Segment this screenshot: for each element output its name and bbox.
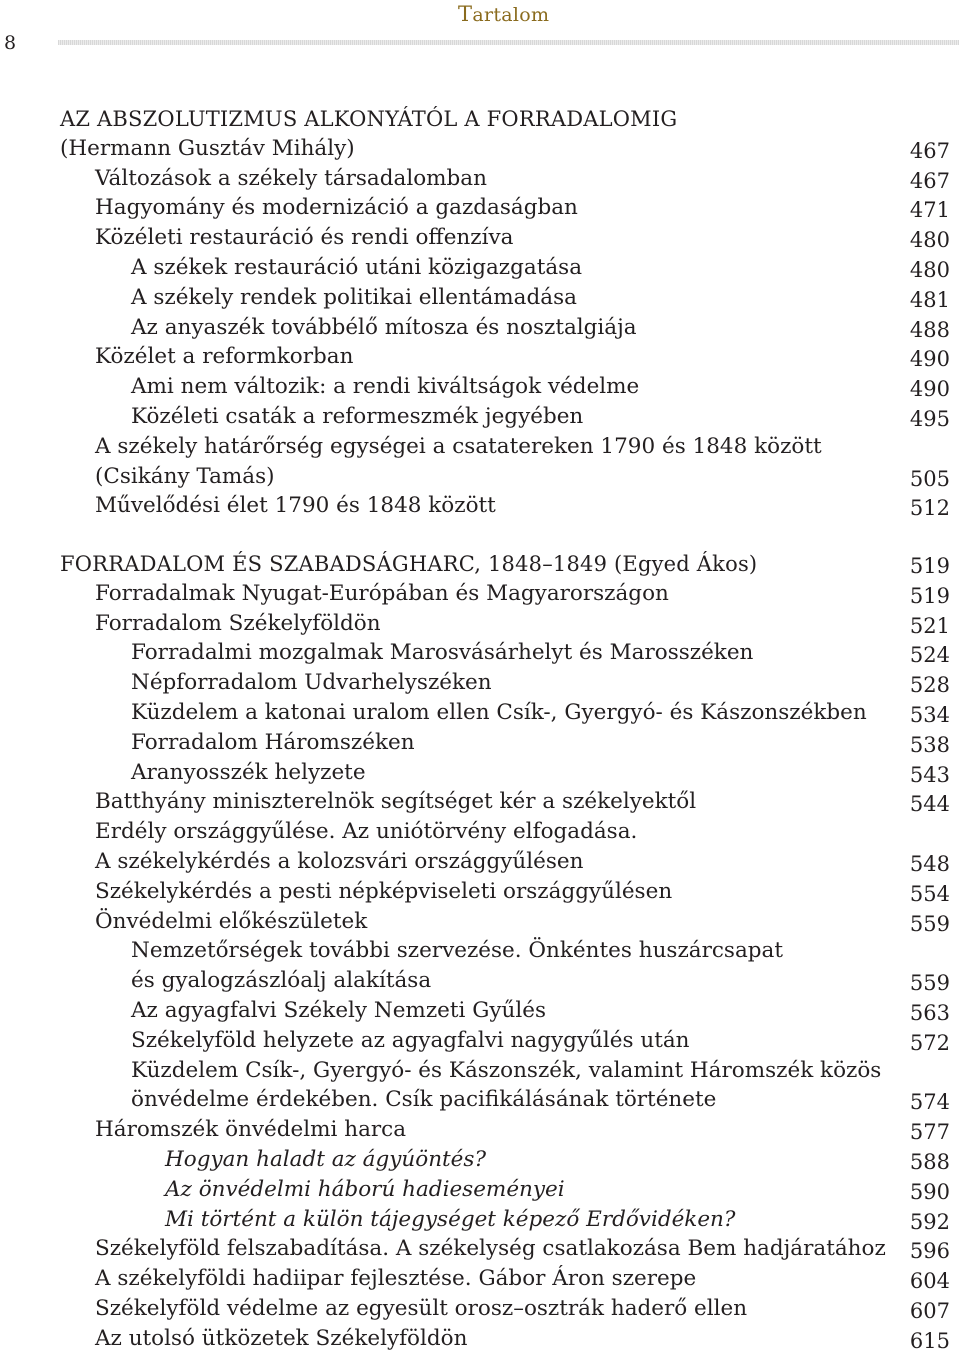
toc-entry-title: Változások a székely társadalomban: [95, 166, 487, 191]
toc-entry-page: 548: [909, 852, 950, 876]
toc-entry: [0, 817, 960, 847]
toc-entry-title: Művelődési élet 1790 és 1848 között: [95, 493, 496, 518]
toc-entry: [0, 1056, 960, 1086]
toc-entry: [0, 728, 960, 758]
toc-entry-page: 519: [909, 584, 950, 608]
header-rule: [58, 40, 959, 45]
page-number: 8: [4, 32, 17, 54]
toc-entry: [0, 1026, 960, 1056]
toc-entry-page: 607: [909, 1299, 950, 1323]
toc-entry: [0, 1234, 960, 1264]
toc-entry: [0, 787, 960, 817]
toc-entry: [0, 164, 960, 194]
toc-entry: [0, 1115, 960, 1145]
toc-entry-page: 490: [909, 377, 950, 401]
toc-entry-title: Népforradalom Udvarhelyszéken: [131, 670, 492, 695]
toc-entry-title: Küzdelem a katonai uralom ellen Csík-, Gyergyó- és Kászonszékben: [131, 700, 867, 725]
toc-entry-title: Erdély országgyűlése. Az uniótörvény elfogadása.: [95, 819, 638, 844]
toc-entry: [0, 372, 960, 402]
toc-entry-page: 521: [909, 614, 950, 638]
toc-entry-page: 528: [909, 673, 950, 697]
toc-entry: [0, 877, 960, 907]
toc-entry-page: 559: [909, 912, 950, 936]
toc-entry-title: Közélet a reformkorban: [95, 344, 354, 369]
toc-entry: [0, 579, 960, 609]
toc-entry-title: Önvédelmi előkészületek: [95, 909, 368, 934]
toc-entry-title: Az agyagfalvi Székely Nemzeti Gyűlés: [131, 998, 547, 1023]
toc-entry-page: 467: [909, 169, 950, 193]
toc-entry-page: 538: [909, 733, 950, 757]
toc-entry-page: 495: [909, 407, 950, 431]
toc-entry-title: és gyalogzászlóalj alakítása: [131, 968, 432, 993]
toc-entry-page: 505: [909, 467, 950, 491]
toc-entry-title: Közéleti csaták a reformeszmék jegyében: [131, 404, 584, 429]
toc-entry-page: 471: [909, 198, 950, 222]
toc-entry: [0, 193, 960, 223]
running-head-initial: T: [458, 2, 473, 26]
toc-entry-title: Forradalmak Nyugat-Európában és Magyarországon: [95, 581, 669, 606]
toc-entry-title: Háromszék önvédelmi harca: [95, 1117, 407, 1142]
toc-entry: [0, 996, 960, 1026]
toc-entry-title: A székely határőrség egységei a csatatereken 1790 és 1848 között: [95, 434, 822, 459]
toc-entry-title: Hogyan haladt az ágyúöntés?: [165, 1147, 486, 1172]
toc-entry: [0, 668, 960, 698]
toc-entry-title: AZ ABSZOLUTIZMUS ALKONYÁTÓL A FORRADALOMIG: [60, 107, 678, 131]
toc-entry-page: 490: [909, 347, 950, 371]
toc-entry-page: 572: [909, 1031, 950, 1055]
toc-entry-title: Mi történt a külön tájegységet képező Erdővidéken?: [165, 1207, 736, 1232]
toc-entry-title: Küzdelem Csík-, Gyergyó- és Kászonszék, valamint Háromszék közös: [131, 1058, 882, 1083]
toc-entry: [0, 432, 960, 462]
toc-entry: [0, 549, 960, 579]
toc-entry-page: 543: [909, 763, 950, 787]
toc-entry-page: 596: [909, 1239, 950, 1263]
toc-entry-page: 577: [909, 1120, 950, 1144]
toc-entry: [0, 936, 960, 966]
toc-entry: [0, 847, 960, 877]
toc-entry: [0, 698, 960, 728]
toc-entry-page: 512: [909, 496, 950, 520]
toc-entry-title: Az önvédelmi háború hadieseményei: [165, 1177, 565, 1202]
toc-entry: [0, 134, 960, 164]
toc-entry-title: A székek restauráció utáni közigazgatása: [131, 255, 583, 280]
toc-entry-title: (Hermann Gusztáv Mihály): [60, 136, 355, 161]
toc-entry-page: 481: [909, 288, 950, 312]
toc-entry: [0, 1264, 960, 1294]
toc-entry-title: Forradalom Székelyföldön: [95, 611, 381, 636]
toc-entry-page: 519: [909, 554, 950, 578]
toc-entry: [0, 1324, 960, 1354]
toc-entry-page: 592: [909, 1210, 950, 1234]
toc-entry-page: 615: [909, 1329, 950, 1353]
toc-entry-title: Székelykérdés a pesti népképviseleti országgyűlésen: [95, 879, 673, 904]
running-head-rest: artalom: [472, 4, 550, 26]
toc-entry: [0, 402, 960, 432]
running-head: [458, 2, 549, 26]
toc-entry: [0, 907, 960, 937]
toc-entry-title: Székelyföld felszabadítása. A székelység csatlakozása Bem hadjáratához: [95, 1236, 886, 1261]
toc-entry: [0, 491, 960, 521]
toc-entry-page: 534: [909, 703, 950, 727]
toc-entry-title: Székelyföld helyzete az agyagfalvi nagygyűlés után: [131, 1028, 690, 1053]
toc-entry-title: Ami nem változik: a rendi kiváltságok védelme: [131, 374, 640, 399]
toc-entry: [0, 1175, 960, 1205]
toc-entry: [0, 313, 960, 343]
toc-entry: [0, 342, 960, 372]
toc-entry-page: 588: [909, 1150, 950, 1174]
toc-entry: [0, 253, 960, 283]
toc-entry-title: Nemzetőrségek további szervezése. Önkéntes huszárcsapat: [131, 938, 784, 963]
toc-entry-title: Székelyföld védelme az egyesült orosz–osztrák haderő ellen: [95, 1296, 748, 1321]
toc-entry-title: A székelykérdés a kolozsvári országgyűlésen: [95, 849, 584, 874]
toc-entry-page: 590: [909, 1180, 950, 1204]
toc-entry-title: Forradalmi mozgalmak Marosvásárhelyt és Marosszéken: [131, 640, 754, 665]
toc-entry-title: A székely rendek politikai ellentámadása: [131, 285, 577, 310]
toc-entry-page: 604: [909, 1269, 950, 1293]
toc-entry-page: 574: [909, 1090, 950, 1114]
toc-entry-title: FORRADALOM ÉS SZABADSÁGHARC, 1848–1849 (Egyed Ákos): [60, 552, 758, 576]
toc-entry: [0, 1294, 960, 1324]
toc-entry: [0, 462, 960, 492]
toc-entry-title: A székelyföldi hadiipar fejlesztése. Gábor Áron szerepe: [95, 1266, 697, 1291]
toc-entry: [0, 1085, 960, 1115]
toc-entry: [0, 1145, 960, 1175]
toc-entry-title: Az utolsó ütközetek Székelyföldön: [95, 1326, 468, 1351]
toc-entry-page: 488: [909, 318, 950, 342]
toc-entry-page: 544: [909, 792, 950, 816]
toc-entry-page: 467: [909, 139, 950, 163]
toc-entry: [0, 966, 960, 996]
toc-entry-page: 554: [909, 882, 950, 906]
toc-entry-title: Közéleti restauráció és rendi offenzíva: [95, 225, 514, 250]
toc-entry-title: Forradalom Háromszéken: [131, 730, 415, 755]
toc-entry: [0, 1205, 960, 1235]
toc-entry-title: Batthyány miniszterelnök segítséget kér a székelyektől: [95, 789, 697, 814]
toc-entry-title: Az anyaszék továbbélő mítosza és nosztalgiája: [131, 315, 637, 340]
toc-entry: [0, 609, 960, 639]
toc-entry-title: Aranyosszék helyzete: [131, 760, 366, 785]
toc-entry-page: 524: [909, 643, 950, 667]
toc-entry-page: 559: [909, 971, 950, 995]
toc-entry-page: 563: [909, 1001, 950, 1025]
toc-entry: [0, 104, 960, 134]
toc-entry-page: 480: [909, 258, 950, 282]
toc-entry: [0, 223, 960, 253]
toc-entry: [0, 638, 960, 668]
toc-entry-page: 480: [909, 228, 950, 252]
toc-entry-title: önvédelme érdekében. Csík pacifikálásának története: [131, 1087, 717, 1112]
toc-entry-title: Hagyomány és modernizáció a gazdaságban: [95, 195, 578, 220]
toc-entry: [0, 758, 960, 788]
toc-entry: [0, 283, 960, 313]
toc-entry-title: (Csikány Tamás): [95, 464, 275, 489]
